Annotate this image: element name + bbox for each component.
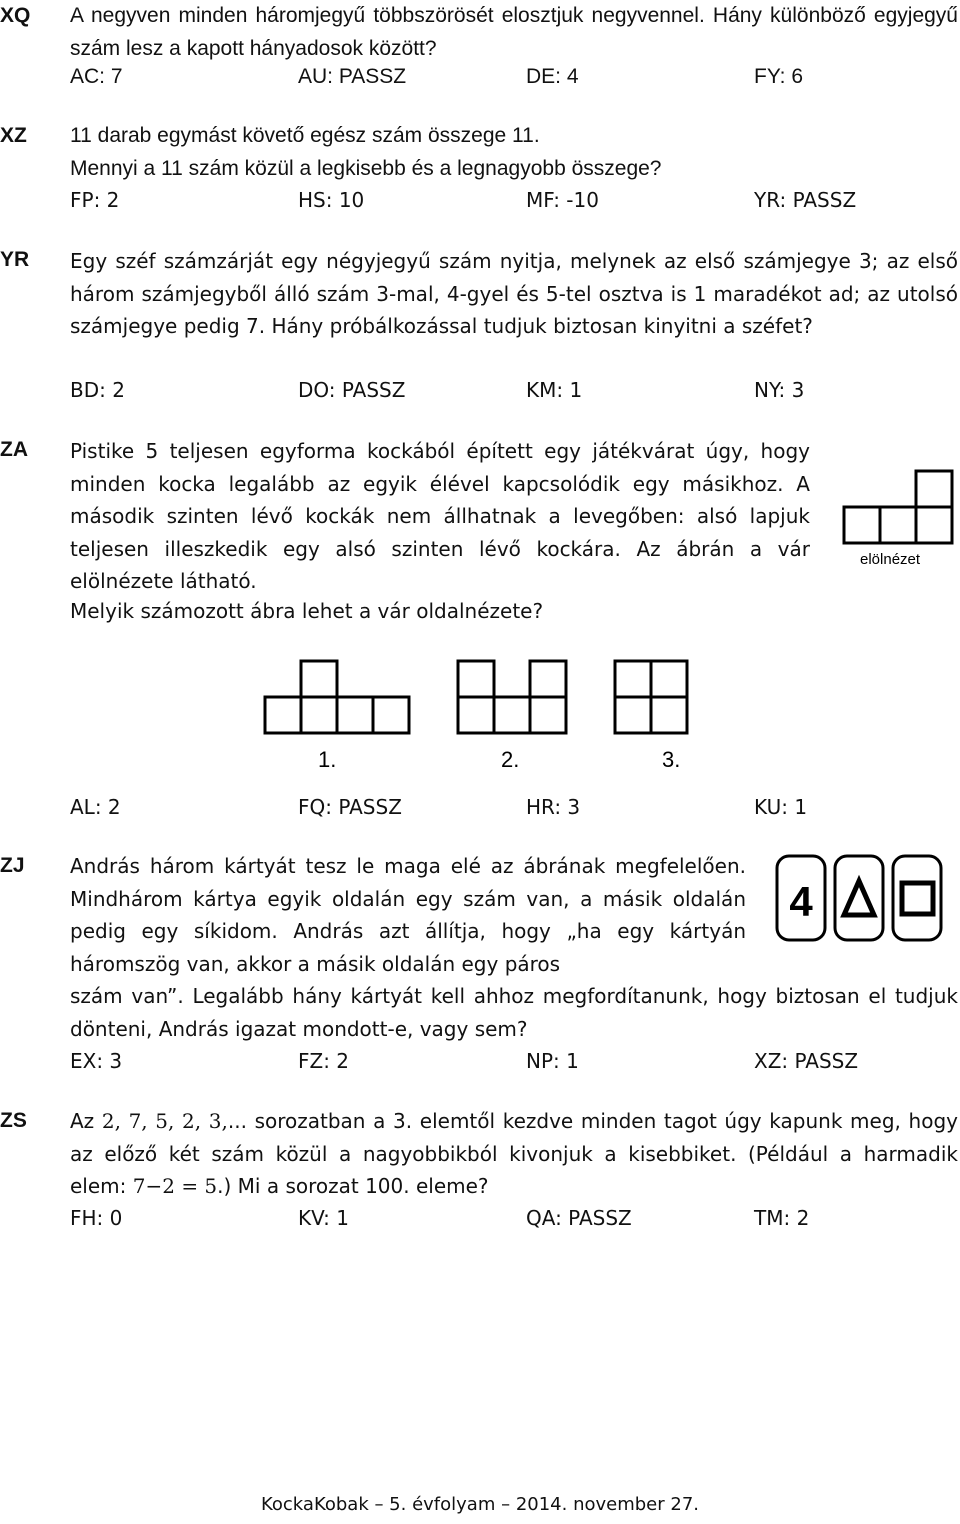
cube-square xyxy=(301,697,337,733)
cube-square xyxy=(916,507,952,543)
answer-option: FY: 6 xyxy=(754,65,804,88)
answer-option: DE: 4 xyxy=(526,65,579,88)
answer-option: NY: 3 xyxy=(754,378,805,402)
answer-option: FH: 0 xyxy=(70,1206,123,1230)
page-footer: KockaKobak – 5. évfolyam – 2014. november 27. xyxy=(260,1494,699,1515)
card-outline xyxy=(835,856,883,940)
cube-square xyxy=(615,661,651,697)
front-view-figure xyxy=(836,466,960,572)
answer-option: DO: PASSZ xyxy=(298,378,406,402)
cube-square xyxy=(615,697,651,733)
answer-option: YR: PASSZ xyxy=(754,188,857,212)
problem-line: 11 darab egymást követő egész szám összege 11. xyxy=(70,124,540,147)
problem-text-zj-full: szám van”. Legalább hány kártyát kell ahhoz megfordítanunk, hogy biztosan el tudjuk dönteni, András igazat mondott-e, vagy sem? xyxy=(70,984,958,1041)
answer-option: KU: 1 xyxy=(754,795,808,819)
cube-square xyxy=(880,507,916,543)
option-3-figure xyxy=(615,661,687,733)
option-label-2: 2. xyxy=(501,747,520,772)
problem-code-za: ZA xyxy=(0,438,28,461)
answer-option: BD: 2 xyxy=(70,378,125,402)
example-formula: 7−2 = 5 xyxy=(132,1174,218,1198)
answer-option: NP: 1 xyxy=(526,1049,579,1073)
answer-option: FZ: 2 xyxy=(298,1049,350,1073)
problem-text-zs xyxy=(70,1105,958,1203)
answer-option: QA: PASSZ xyxy=(526,1206,632,1230)
cube-square xyxy=(458,697,494,733)
cube-square xyxy=(530,661,566,697)
text-fragment: .) Mi a sorozat 100. eleme? xyxy=(217,1174,489,1198)
option-label-1: 1. xyxy=(318,747,337,772)
problem-text-zj-wrapped: András három kártyát tesz le maga elé az ábrának megfelelően. Mindhárom kártya egyik oldalán egy szám van, a másik oldalán pedig egy síkidom. András azt állítja, hogy „ha egy kártyán háromszög van, akkor a másik oldalán egy páros xyxy=(70,854,746,976)
problem-text-xz xyxy=(70,120,930,185)
answer-option: AL: 2 xyxy=(70,795,121,819)
text-fragment: ... sorozatban a 3. elemtől kezdve minden tagot úgy kapunk meg, hogy az előző két szám közül a nagyobbikból kivonjuk a kisebbiket. (Például a harmadik elem: xyxy=(70,1109,958,1198)
cube-square xyxy=(265,697,301,733)
option-label-3: 3. xyxy=(662,747,681,772)
side-view-options xyxy=(258,655,698,775)
card-digit: 4 xyxy=(789,878,813,925)
text-fragment: Az xyxy=(70,1109,102,1133)
problem-code-xz: XZ xyxy=(0,124,27,147)
answer-option: FP: 2 xyxy=(70,188,120,212)
cards-figure xyxy=(772,852,952,944)
problem-text-xq: A negyven minden háromjegyű többszörösét elosztjuk negyvennel. Hány különböző egyjegyű szám lesz a kapott hányadosok között? xyxy=(70,4,958,60)
answer-option: MF: -10 xyxy=(526,188,599,212)
triangle-icon xyxy=(844,881,874,915)
problem-text-za: Pistike 5 teljesen egyforma kockából épített egy játékvárat úgy, hogy minden kocka legalább az egyik élével kapcsolódik egy másikhoz. A második szinten lévő kockák nem állhatnak a levegőben: alsó lapjuk teljesen illeszkedik egy alsó szinten lévő kockára. Az ábrán a vár elölnézete látható. xyxy=(70,439,810,593)
problem-line: Mennyi a 11 szám közül a legkisebb és a legnagyobb összege? xyxy=(70,156,662,180)
square-icon xyxy=(902,883,933,914)
problem-text-yr: Egy széf számzárját egy négyjegyű szám nyitja, melynek az első számjegye 3; az első három számjegyből álló szám 3-mal, 4-gyel és 5-tel osztva is 1 maradékot ad; az utolsó számjegye pedig 7. Hány próbálkozással tudjuk biztosan kinyitni a széfet? xyxy=(70,249,958,338)
answer-option: TM: 2 xyxy=(754,1206,810,1230)
problem-question-za: Melyik számozott ábra lehet a vár oldalnézete? xyxy=(70,599,544,623)
answer-option: AU: PASSZ xyxy=(298,65,407,88)
front-view-label: elölnézet xyxy=(860,551,921,568)
cube-square xyxy=(337,697,373,733)
problem-code-xq: XQ xyxy=(0,4,31,27)
cube-square xyxy=(494,697,530,733)
cube-square xyxy=(301,661,337,697)
answer-option: FQ: PASSZ xyxy=(298,795,402,819)
cube-square xyxy=(651,661,687,697)
cube-square xyxy=(373,697,409,733)
answer-option: HS: 10 xyxy=(298,188,365,212)
option-2-figure xyxy=(458,661,566,733)
answer-option: EX: 3 xyxy=(70,1049,123,1073)
cube-square xyxy=(530,697,566,733)
answer-option: KV: 1 xyxy=(298,1206,349,1230)
cube-square xyxy=(916,471,952,507)
option-1-figure xyxy=(265,661,409,733)
cube-square xyxy=(651,697,687,733)
answer-option: AC: 7 xyxy=(70,65,123,88)
cube-square xyxy=(458,661,494,697)
sequence-formula: 2, 7, 5, 2, 3, xyxy=(101,1109,228,1133)
problem-code-zs: ZS xyxy=(0,1109,27,1132)
cube-square xyxy=(844,507,880,543)
answer-option: HR: 3 xyxy=(526,795,581,819)
problem-code-zj: ZJ xyxy=(0,854,25,877)
answer-option: XZ: PASSZ xyxy=(754,1049,859,1073)
problem-code-yr: YR xyxy=(0,248,30,271)
answer-option: KM: 1 xyxy=(526,378,583,402)
